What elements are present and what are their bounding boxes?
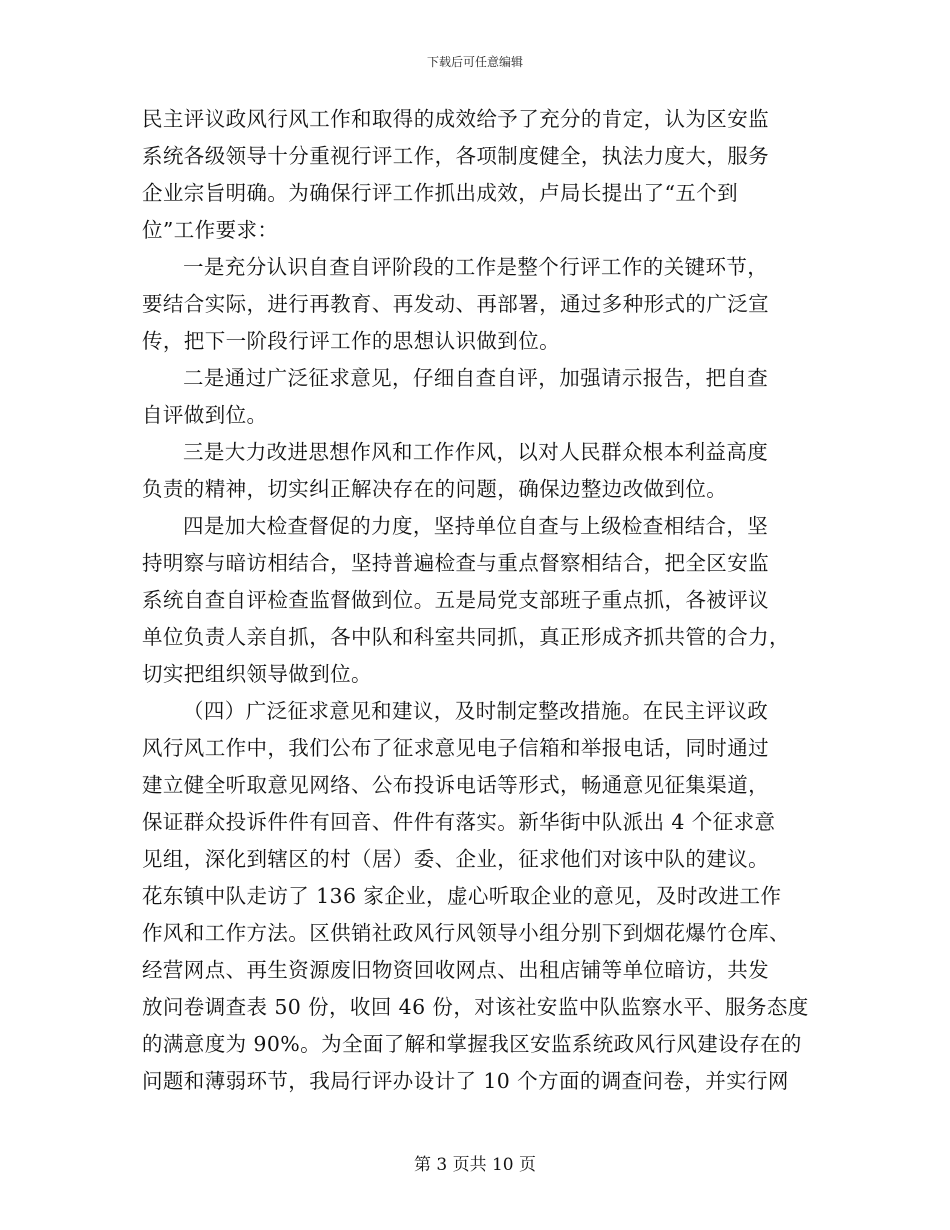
text-line: 见组，深化到辖区的村（居）委、企业，征求他们对该中队的建议。: [142, 847, 769, 871]
text-line: 民主评议政风行风工作和取得的成效给予了充分的肯定，认为区安监: [142, 107, 769, 131]
text-line: 持明察与暗访相结合，坚持普遍检查与重点督察相结合，把全区安监: [142, 551, 769, 575]
text-line: 的满意度为 90%。为全面了解和掌握我区安监系统政风行风建设存在的: [142, 1032, 802, 1056]
text-line: 要结合实际，进行再教育、再发动、再部署，通过多种形式的广泛宣: [142, 292, 769, 316]
text-line: 放问卷调查表 50 份，收回 46 份，对该社安监中队监察水平、服务态度: [142, 995, 809, 1019]
text-line: 企业宗旨明确。为确保行评工作抓出成效，卢局长提出了“五个到: [142, 181, 739, 205]
text-line: 风行风工作中，我们公布了征求意见电子信箱和举报电话，同时通过: [142, 736, 769, 760]
paragraph-section-four: [142, 693, 812, 1100]
text-line: 切实把组织领导做到位。: [142, 662, 372, 686]
text-line: 一是充分认识自查自评阶段的工作是整个行评工作的关键环节，: [183, 255, 769, 279]
text-line: 保证群众投诉件件有回音、件件有落实。新华街中队派出 4 个征求意: [142, 810, 776, 834]
text-line: 花东镇中队走访了 136 家企业，虚心听取企业的意见，及时改进工作: [142, 884, 782, 908]
text-line: 问题和薄弱环节，我局行评办设计了 10 个方面的调查问卷，并实行网: [142, 1069, 789, 1093]
text-line: 四是加大检查督促的力度，坚持单位自查与上级检查相结合，坚: [183, 514, 769, 538]
text-line: 经营网点、再生资源废旧物资回收网点、出租店铺等单位暗访，共发: [142, 958, 769, 982]
paragraph-requirement-one: [142, 249, 812, 360]
text-line: 系统各级领导十分重视行评工作，各项制度健全，执法力度大，服务: [142, 144, 769, 168]
text-line: 三是大力改进思想作风和工作作风，以对人民群众根本利益高度: [183, 440, 769, 464]
text-line: （四）广泛征求意见和建议，及时制定整改措施。在民主评议政: [183, 699, 769, 723]
text-line: 系统自查自评检查监督做到位。五是局党支部班子重点抓，各被评议: [142, 588, 769, 612]
text-line: 作风和工作方法。区供销社政风行风领导小组分别下到烟花爆竹仓库、: [142, 921, 790, 945]
page-number-footer: 第 3 页共 10 页: [413, 1155, 537, 1175]
text-line: 负责的精神，切实纠正解决存在的问题，确保边整边改做到位。: [142, 477, 728, 501]
paragraph-evaluation-summary: [142, 101, 812, 249]
page-header: 下载后可任意编辑: [426, 55, 523, 69]
paragraph-requirement-two: [142, 360, 812, 434]
paragraph-requirement-three: [142, 434, 812, 508]
text-line: 自评做到位。: [142, 403, 268, 427]
text-line: 位”工作要求：: [142, 218, 279, 242]
paragraph-requirement-four-five: [142, 508, 812, 693]
document-body: [142, 101, 812, 1100]
text-line: 建立健全听取意见网络、公布投诉电话等形式，畅通意见征集渠道，: [142, 773, 769, 797]
text-line: 单位负责人亲自抓，各中队和科室共同抓，真正形成齐抓共管的合力，: [142, 625, 790, 649]
text-line: 二是通过广泛征求意见，仔细自查自评，加强请示报告，把自查: [183, 366, 769, 390]
text-line: 传，把下一阶段行评工作的思想认识做到位。: [142, 329, 560, 353]
